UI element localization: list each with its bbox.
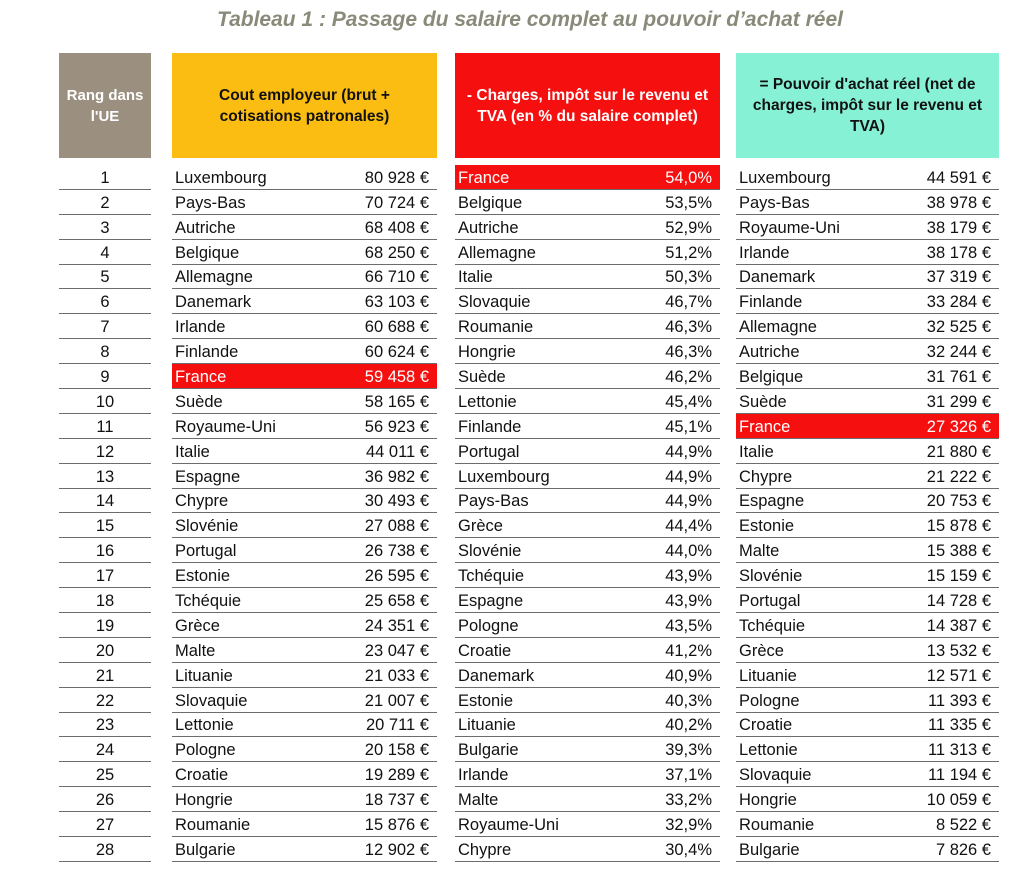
employer-cost-value: 30 493 €	[364, 492, 429, 511]
employer-cost-row	[172, 389, 437, 414]
employer-cost-value: 15 876 €	[364, 816, 429, 835]
employer-cost-value: 63 103 €	[364, 293, 429, 312]
purchasing-power-value: 12 571 €	[926, 666, 991, 685]
employer-cost-value: 18 737 €	[364, 791, 429, 810]
employer-cost-value: 44 011 €	[365, 442, 429, 461]
purchasing-power-row	[736, 165, 999, 190]
purchasing-power-row	[736, 787, 999, 812]
charges-row	[455, 240, 720, 265]
purchasing-power-value: 38 978 €	[926, 193, 991, 212]
employer-cost-value: 27 088 €	[364, 517, 429, 536]
country-name: Royaume-Uni	[458, 816, 559, 835]
rank-cell: 22	[59, 688, 151, 713]
country-name: Irlande	[175, 318, 226, 337]
country-name: Slovaquie	[175, 691, 248, 710]
charges-value: 46,3%	[665, 343, 712, 362]
country-name: Tchéquie	[739, 616, 806, 635]
purchasing-power-row	[736, 439, 999, 464]
rank-cell: 5	[59, 265, 151, 290]
charges-value: 41,2%	[665, 641, 712, 660]
employer-cost-row	[172, 513, 437, 538]
charges-value: 39,3%	[665, 741, 712, 760]
employer-cost-row	[172, 339, 437, 364]
country-name: Chypre	[175, 492, 229, 511]
country-name: Malte	[458, 791, 499, 810]
rank-cell: 24	[59, 737, 151, 762]
country-name: Lettonie	[175, 716, 234, 735]
charges-row	[455, 339, 720, 364]
country-name: Hongrie	[175, 791, 233, 810]
charges-row	[455, 588, 720, 613]
charges-row	[455, 190, 720, 215]
purchasing-power-value: 32 244 €	[926, 343, 991, 362]
purchasing-power-row	[736, 762, 999, 787]
country-name: Italie	[175, 442, 210, 461]
charges-value: 40,9%	[665, 666, 712, 685]
purchasing-power-value: 33 284 €	[926, 293, 991, 312]
employer-cost-row	[172, 837, 437, 862]
country-name: Autriche	[739, 343, 800, 362]
employer-cost-value: 24 351 €	[364, 616, 429, 635]
country-name: Lituanie	[739, 666, 797, 685]
rank-cell: 10	[59, 389, 151, 414]
employer-cost-row	[172, 364, 437, 389]
employer-cost-value: 26 595 €	[364, 567, 429, 586]
charges-row	[455, 613, 720, 638]
employer-cost-row	[172, 563, 437, 588]
charges-value: 43,5%	[665, 616, 712, 635]
employer-cost-value: 66 710 €	[364, 268, 429, 287]
employer-cost-row	[172, 638, 437, 663]
country-name: Hongrie	[458, 343, 516, 362]
employer-cost-row	[172, 688, 437, 713]
charges-value: 40,2%	[665, 716, 712, 735]
rank-cell: 19	[59, 613, 151, 638]
charges-row	[455, 364, 720, 389]
rank-cell: 2	[59, 190, 151, 215]
employer-cost-row	[172, 165, 437, 190]
charges-value: 33,2%	[665, 791, 712, 810]
rank-cell: 6	[59, 289, 151, 314]
employer-cost-value: 23 047 €	[364, 641, 429, 660]
charges-row	[455, 439, 720, 464]
country-name: Suède	[739, 392, 787, 411]
country-name: Irlande	[739, 243, 790, 262]
purchasing-power-row	[736, 339, 999, 364]
purchasing-power-row	[736, 688, 999, 713]
charges-value: 52,9%	[665, 218, 712, 237]
charges-value: 44,0%	[665, 542, 712, 561]
rank-cell: 9	[59, 364, 151, 389]
country-name: Luxembourg	[458, 467, 550, 486]
country-name: Malte	[739, 542, 780, 561]
purchasing-power-value: 44 591 €	[926, 168, 991, 187]
country-name: Chypre	[458, 840, 512, 859]
purchasing-power-value: 11 393 €	[927, 691, 991, 710]
purchasing-power-value: 11 335 €	[927, 716, 991, 735]
purchasing-power-row	[736, 538, 999, 563]
employer-cost-row	[172, 265, 437, 290]
employer-cost-value: 56 923 €	[364, 417, 429, 436]
country-name: Royaume-Uni	[739, 218, 840, 237]
charges-value: 51,2%	[665, 243, 712, 262]
charges-value: 44,9%	[665, 467, 712, 486]
charges-row	[455, 513, 720, 538]
rank-cell: 1	[59, 165, 151, 190]
employer-cost-row	[172, 414, 437, 439]
purchasing-power-value: 21 880 €	[926, 442, 991, 461]
rank-cell: 15	[59, 513, 151, 538]
country-name: Luxembourg	[739, 168, 831, 187]
employer-cost-value: 70 724 €	[364, 193, 429, 212]
employer-cost-value: 60 688 €	[364, 318, 429, 337]
country-name: Tchéquie	[175, 592, 242, 611]
employer-cost-value: 20 711 €	[365, 716, 429, 735]
employer-cost-row	[172, 190, 437, 215]
purchasing-power-row	[736, 513, 999, 538]
country-name: Italie	[739, 442, 774, 461]
country-name: Portugal	[458, 442, 520, 461]
rank-cell: 11	[59, 414, 151, 439]
country-name: Portugal	[739, 592, 801, 611]
purchasing-power-value: 20 753 €	[926, 492, 991, 511]
country-name: Grèce	[175, 616, 220, 635]
country-name: Finlande	[458, 417, 522, 436]
charges-column-header: - Charges, impôt sur le revenu et TVA (en % du salaire complet)	[455, 53, 720, 158]
purchasing-power-value: 14 728 €	[926, 592, 991, 611]
employer-cost-column	[172, 165, 437, 862]
charges-row	[455, 215, 720, 240]
country-name: Bulgarie	[175, 840, 236, 859]
employer-cost-value: 59 458 €	[364, 368, 429, 387]
country-name: Slovénie	[458, 542, 522, 561]
purchasing-power-value: 13 532 €	[926, 641, 991, 660]
purchasing-power-row	[736, 613, 999, 638]
country-name: Danemark	[458, 666, 535, 685]
country-name: Lituanie	[175, 666, 233, 685]
purchasing-power-value: 15 388 €	[926, 542, 991, 561]
purchasing-power-row	[736, 289, 999, 314]
country-name: Allemagne	[458, 243, 536, 262]
country-name: Finlande	[175, 343, 239, 362]
purchasing-power-column	[736, 165, 999, 862]
rank-column-header: Rang dans l'UE	[59, 53, 151, 158]
rank-cell: 14	[59, 489, 151, 514]
charges-value: 30,4%	[665, 840, 712, 859]
charges-row	[455, 787, 720, 812]
charges-row	[455, 165, 720, 190]
country-name: Portugal	[175, 542, 237, 561]
purchasing-power-row	[736, 737, 999, 762]
purchasing-power-row	[736, 638, 999, 663]
purchasing-power-value: 8 522 €	[935, 816, 991, 835]
rank-cell: 25	[59, 762, 151, 787]
employer-cost-row	[172, 538, 437, 563]
purchasing-power-row	[736, 489, 999, 514]
country-name: Slovénie	[175, 517, 239, 536]
employer-cost-row	[172, 314, 437, 339]
purchasing-power-value: 14 387 €	[926, 616, 991, 635]
charges-row	[455, 414, 720, 439]
country-name: Chypre	[739, 467, 793, 486]
purchasing-power-value: 38 178 €	[926, 243, 991, 262]
employer-cost-value: 60 624 €	[364, 343, 429, 362]
country-name: Hongrie	[739, 791, 797, 810]
purchasing-power-value: 10 059 €	[926, 791, 991, 810]
employer-cost-row	[172, 762, 437, 787]
country-name: Suède	[175, 392, 223, 411]
charges-value: 37,1%	[665, 766, 712, 785]
charges-row	[455, 389, 720, 414]
country-name: Slovaquie	[739, 766, 812, 785]
charges-value: 43,9%	[665, 567, 712, 586]
employer-cost-row	[172, 613, 437, 638]
charges-value: 44,9%	[665, 442, 712, 461]
charges-value: 54,0%	[665, 168, 712, 187]
charges-row	[455, 489, 720, 514]
purchasing-power-value: 7 826 €	[935, 840, 991, 859]
employer-cost-value: 26 738 €	[364, 542, 429, 561]
country-name: Danemark	[175, 293, 252, 312]
country-name: Royaume-Uni	[175, 417, 276, 436]
employer-cost-value: 58 165 €	[364, 392, 429, 411]
country-name: Luxembourg	[175, 168, 267, 187]
purchasing-power-value: 11 194 €	[927, 766, 991, 785]
country-name: Croatie	[739, 716, 793, 735]
purchasing-power-row	[736, 364, 999, 389]
employer-cost-row	[172, 289, 437, 314]
purchasing-power-value: 37 319 €	[926, 268, 991, 287]
employer-cost-row	[172, 737, 437, 762]
charges-row	[455, 265, 720, 290]
charges-value: 46,3%	[665, 318, 712, 337]
charges-row	[455, 563, 720, 588]
charges-value: 46,2%	[665, 368, 712, 387]
charges-row	[455, 837, 720, 862]
purchasing-power-row	[736, 464, 999, 489]
employer-cost-value: 20 158 €	[364, 741, 429, 760]
country-name: Espagne	[739, 492, 805, 511]
country-name: Italie	[458, 268, 493, 287]
rank-cell: 16	[59, 538, 151, 563]
country-name: Pays-Bas	[739, 193, 810, 212]
employer-cost-value: 12 902 €	[364, 840, 429, 859]
employer-cost-row	[172, 787, 437, 812]
charges-value: 43,9%	[665, 592, 712, 611]
charges-column	[455, 165, 720, 862]
country-name: Pologne	[458, 616, 519, 635]
charges-row	[455, 812, 720, 837]
rank-cell: 12	[59, 439, 151, 464]
rank-cell: 4	[59, 240, 151, 265]
purchasing-power-row	[736, 389, 999, 414]
country-name: Pologne	[175, 741, 236, 760]
country-name: Lettonie	[739, 741, 798, 760]
country-name: Estonie	[175, 567, 231, 586]
employer-cost-column-header: Cout employeur (brut + cotisations patronales)	[172, 53, 437, 158]
country-name: Belgique	[175, 243, 240, 262]
country-name: Malte	[175, 641, 216, 660]
rank-cell: 7	[59, 314, 151, 339]
country-name: Danemark	[739, 268, 816, 287]
country-name: Allemagne	[739, 318, 817, 337]
country-name: Autriche	[175, 218, 236, 237]
purchasing-power-row	[736, 314, 999, 339]
purchasing-power-column-header: = Pouvoir d'achat réel (net de charges, impôt sur le revenu et TVA)	[736, 53, 999, 158]
employer-cost-value: 36 982 €	[364, 467, 429, 486]
rank-cell: 23	[59, 713, 151, 738]
rank-cell: 18	[59, 588, 151, 613]
charges-row	[455, 314, 720, 339]
charges-value: 45,4%	[665, 392, 712, 411]
country-name: Grèce	[739, 641, 784, 660]
charges-row	[455, 538, 720, 563]
purchasing-power-row	[736, 563, 999, 588]
charges-value: 50,3%	[665, 268, 712, 287]
charges-value: 53,5%	[665, 193, 712, 212]
rank-cell: 13	[59, 464, 151, 489]
charges-row	[455, 762, 720, 787]
country-name: Grèce	[458, 517, 503, 536]
country-name: Suède	[458, 368, 506, 387]
charges-value: 40,3%	[665, 691, 712, 710]
rank-cell: 27	[59, 812, 151, 837]
purchasing-power-row	[736, 663, 999, 688]
employer-cost-row	[172, 464, 437, 489]
employer-cost-row	[172, 489, 437, 514]
purchasing-power-value: 15 878 €	[926, 517, 991, 536]
purchasing-power-row	[736, 265, 999, 290]
purchasing-power-row	[736, 837, 999, 862]
country-name: Bulgarie	[739, 840, 800, 859]
employer-cost-row	[172, 240, 437, 265]
employer-cost-row	[172, 812, 437, 837]
purchasing-power-value: 31 761 €	[926, 368, 991, 387]
employer-cost-value: 80 928 €	[364, 168, 429, 187]
country-name: Bulgarie	[458, 741, 519, 760]
charges-value: 44,4%	[665, 517, 712, 536]
country-name: Roumanie	[175, 816, 251, 835]
country-name: Tchéquie	[458, 567, 525, 586]
purchasing-power-value: 27 326 €	[926, 417, 991, 436]
rank-cell: 20	[59, 638, 151, 663]
employer-cost-value: 25 658 €	[364, 592, 429, 611]
purchasing-power-value: 32 525 €	[926, 318, 991, 337]
country-name: Estonie	[458, 691, 514, 710]
purchasing-power-row	[736, 240, 999, 265]
employer-cost-row	[172, 588, 437, 613]
rank-cell: 8	[59, 339, 151, 364]
purchasing-power-row	[736, 190, 999, 215]
employer-cost-value: 21 007 €	[364, 691, 429, 710]
country-name: Slovaquie	[458, 293, 531, 312]
charges-value: 45,1%	[665, 417, 712, 436]
employer-cost-row	[172, 713, 437, 738]
country-name: France	[739, 417, 791, 436]
charges-row	[455, 638, 720, 663]
country-name: Croatie	[458, 641, 512, 660]
country-name: Finlande	[739, 293, 803, 312]
purchasing-power-value: 21 222 €	[926, 467, 991, 486]
purchasing-power-value: 31 299 €	[926, 392, 991, 411]
employer-cost-value: 19 289 €	[364, 766, 429, 785]
purchasing-power-row	[736, 812, 999, 837]
country-name: Belgique	[458, 193, 523, 212]
country-name: France	[175, 368, 227, 387]
charges-row	[455, 663, 720, 688]
country-name: Pays-Bas	[175, 193, 246, 212]
charges-value: 44,9%	[665, 492, 712, 511]
charges-row	[455, 688, 720, 713]
country-name: Autriche	[458, 218, 519, 237]
country-name: Belgique	[739, 368, 804, 387]
purchasing-power-row	[736, 713, 999, 738]
charges-value: 32,9%	[665, 816, 712, 835]
rank-cell: 3	[59, 215, 151, 240]
country-name: Slovénie	[739, 567, 803, 586]
country-name: Allemagne	[175, 268, 253, 287]
country-name: Irlande	[458, 766, 509, 785]
rank-cell: 26	[59, 787, 151, 812]
employer-cost-row	[172, 663, 437, 688]
purchasing-power-value: 15 159 €	[926, 567, 991, 586]
charges-value: 46,7%	[665, 293, 712, 312]
charges-row	[455, 713, 720, 738]
rank-cell: 21	[59, 663, 151, 688]
rank-cell: 28	[59, 837, 151, 862]
purchasing-power-value: 38 179 €	[926, 218, 991, 237]
rank-column	[59, 165, 151, 862]
country-name: Croatie	[175, 766, 229, 785]
country-name: Lituanie	[458, 716, 516, 735]
employer-cost-row	[172, 439, 437, 464]
purchasing-power-row	[736, 414, 999, 439]
country-name: Roumanie	[739, 816, 815, 835]
charges-row	[455, 737, 720, 762]
country-name: Espagne	[458, 592, 524, 611]
charges-row	[455, 289, 720, 314]
country-name: Pays-Bas	[458, 492, 529, 511]
country-name: Estonie	[739, 517, 795, 536]
country-name: Pologne	[739, 691, 800, 710]
employer-cost-value: 21 033 €	[364, 666, 429, 685]
purchasing-power-row	[736, 215, 999, 240]
table-title: Tableau 1 : Passage du salaire complet au pouvoir d’achat réel	[217, 8, 843, 31]
country-name: Espagne	[175, 467, 241, 486]
employer-cost-row	[172, 215, 437, 240]
country-name: Lettonie	[458, 392, 517, 411]
purchasing-power-row	[736, 588, 999, 613]
country-name: Roumanie	[458, 318, 534, 337]
charges-row	[455, 464, 720, 489]
employer-cost-value: 68 250 €	[364, 243, 429, 262]
country-name: France	[458, 168, 510, 187]
employer-cost-value: 68 408 €	[364, 218, 429, 237]
purchasing-power-value: 11 313 €	[927, 741, 991, 760]
rank-cell: 17	[59, 563, 151, 588]
